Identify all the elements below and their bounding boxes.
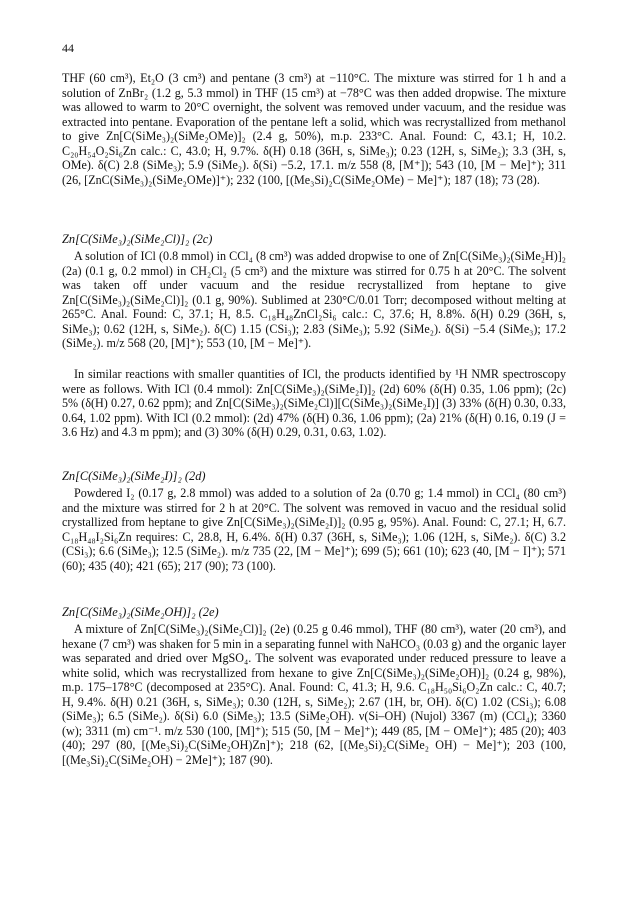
paragraph-compound-2d: Powdered I₂ (0.17 g, 2.8 mmol) was added to a solution of 2a (0.70 g; 1.4 mmol) in CCl₄ (80 cm³) and the mixture was stirred for 2 h at 20°C. The solvent was removed in vacuo and the residual solid crystallized from heptane to give Zn[C(SiMe₃)₂(SiMe₂I)]₂ (0.95 g, 95%). Anal. Found: C, 27.1; H, 6.7. C₁₈H₄₈I₂Si₆Zn requires: C, 28.8, H, 6.4%. δ(H) 0.37 (36H, s, SiMe₃); 1.06 (12H, s, SiMe₂). δ(C) 3.2 (CSi₃); 6.6 (SiMe₃); 12.5 (SiMe₂). m/z 735 (22, [M − Me]⁺); 699 (5); 661 (10); 623 (40, [M − I]⁺); 571 (60); 435 (40); 421 (65); 217 (90); 73 (100). [62, 486, 566, 573]
paragraph-compound-2c: A solution of ICl (0.8 mmol) in CCl₄ (8 cm³) was added dropwise to one of Zn[C(SiMe₃)₂(SiMe₂H)]₂ (2a) (0.1 g, 0.2 mmol) in CH₂Cl₂ (5 cm³) and the mixture was stirred for 0.75 h at 20°C. The solvent was taken off under vacuum and the residue recrystallized from heptane to give Zn[C(SiMe₃)₂(SiMe₂Cl)]₂ (0.1 g, 90%). Sublimed at 230°C/0.01 Torr; decomposed without melting at 265°C. Anal. Found: C, 37.1; H, 8.5. C₁₈H₄₈ZnCl₂Si₆ calc.: C, 37.6; H, 8.8%. δ(H) 0.29 (36H, s, SiMe₃); 0.62 (12H, s, SiMe₂). δ(C) 1.15 (CSi₃); 2.83 (SiMe₃); 5.92 (SiMe₂). δ(Si) −5.4 (SiMe₃); 17.2 (SiMe₂). m/z 568 (20, [M]⁺); 553 (10, [M − Me]⁺). [62, 249, 566, 351]
paragraph-zn-ome-continued: THF (60 cm³), Et₂O (3 cm³) and pentane (3 cm³) at −110°C. The mixture was stirred for 1 h and a solution of ZnBr₂ (1.2 g, 5.3 mmol) in THF (15 cm³) at −78°C was then added dropwise. The mixture was allowed to warm to 20°C overnight, the solvent was removed under vacuum, and the residue was extracted into pentane. Evaporation of the pentane left a solid, which was recrystallized from methanol to give Zn[C(SiMe₃)₂(SiMe₂OMe)]₂ (2.4 g, 50%), m.p. 233°C. Anal. Found: C, 43.1; H, 10.2. C₂₀H₅₄O₂Si₆Zn calc.: C, 43.0; H, 9.7%. δ(H) 0.18 (36H, s, SiMe₃); 0.23 (12H, s, SiMe₂); 3.3 (3H, s, OMe). δ(C) 2.8 (SiMe₃); 5.9 (SiMe₂). δ(Si) −5.2, 17.1. m/z 558 (8, [M⁺]); 543 (10, [M − Me]⁺); 311 (26, [ZnC(SiMe₃)₂(SiMe₂OMe)]⁺); 232 (100, [(Me₃Si)₂C(SiMe₂OMe) − Me]⁺); 187 (18); 73 (28). [62, 71, 566, 187]
heading-compound-2c: Zn[C(SiMe₃)₂(SiMe₂Cl)]₂ (2c) [62, 232, 213, 246]
heading-compound-2e: Zn[C(SiMe₃)₂(SiMe₂OH)]₂ (2e) [62, 605, 219, 619]
page-number: 44 [62, 41, 74, 55]
heading-compound-2d: Zn[C(SiMe₃)₂(SiMe₂I)]₂ (2d) [62, 469, 206, 483]
paragraph-icl-reactions: In similar reactions with smaller quantities of ICl, the products identified by ¹H NMR spectroscopy were as follows. With ICl (0.4 mmol): Zn[C(SiMe₃)₂(SiMe₂I)]₂ (2d) 60% (δ(H) 0.35, 1.06 ppm); (2c) 5% (δ(H) 0.27, 0.62 ppm); and Zn[C(SiMe₃)₂(SiMe₂Cl)][C(SiMe₃)₂(SiMe₂I)] (3) 33% (δ(H) 0.30, 0.33, 0.64, 1.02 ppm). With ICl (0.2 mmol): (2d) 47% (δ(H) 0.36, 1.06 ppm); (2a) 21% (δ(H) 0.16, 0.19 (J = 3.6 Hz) and 4.3 m ppm); and (3) 30% (δ(H) 0.29, 0.31, 0.63, 1.02). [62, 367, 566, 440]
paragraph-compound-2e: A mixture of Zn[C(SiMe₃)₂(SiMe₂Cl)]₂ (2e) (0.25 g 0.46 mmol), THF (80 cm³), water (20 cm³), and hexane (7 cm³) was shaken for 5 min in a separating funnel with NaHCO₃ (0.03 g) and the organic layer was separated and dried over MgSO₄. The solvent was evaporated under reduced pressure to leave a white solid, which was recrystallized from hexane to give Zn[C(SiMe₃)₂(SiMe₂OH)]₂ (0.24 g, 98%), m.p. 175–178°C (decomposed at 235°C). Anal. Found: C, 41.3; H, 9.6. C₁₈H₅₀Si₆O₂Zn calc.: C, 40.7; H, 9.4%. δ(H) 0.21 (36H, s, SiMe₃); 0.30 (12H, s, SiMe₂); 2.67 (1H, br, OH). δ(C) 1.02 (CSi₃); 6.08 (SiMe₃); 6.5 (SiMe₂). δ(Si) 6.0 (SiMe₃); 13.5 (SiMe₂OH). ν(Si–OH) (Nujol) 3367 (m) (CCl₄); 3360 (w); 3311 (m) cm⁻¹. m/z 530 (100, [M]⁺); 515 (50, [M − Me]⁺); 449 (85, [M − OMe]⁺); 485 (20); 403 (40); 297 (80, [(Me₃Si)₂C(SiMe₂OH)Zn]⁺); 218 (62, [(Me₃Si)₂C(SiMe₂ OH) − Me]⁺); 203 (100, [(Me₃Si)₂C(SiMe₂OH) − 2Me]⁺); 187 (90). [62, 622, 566, 767]
